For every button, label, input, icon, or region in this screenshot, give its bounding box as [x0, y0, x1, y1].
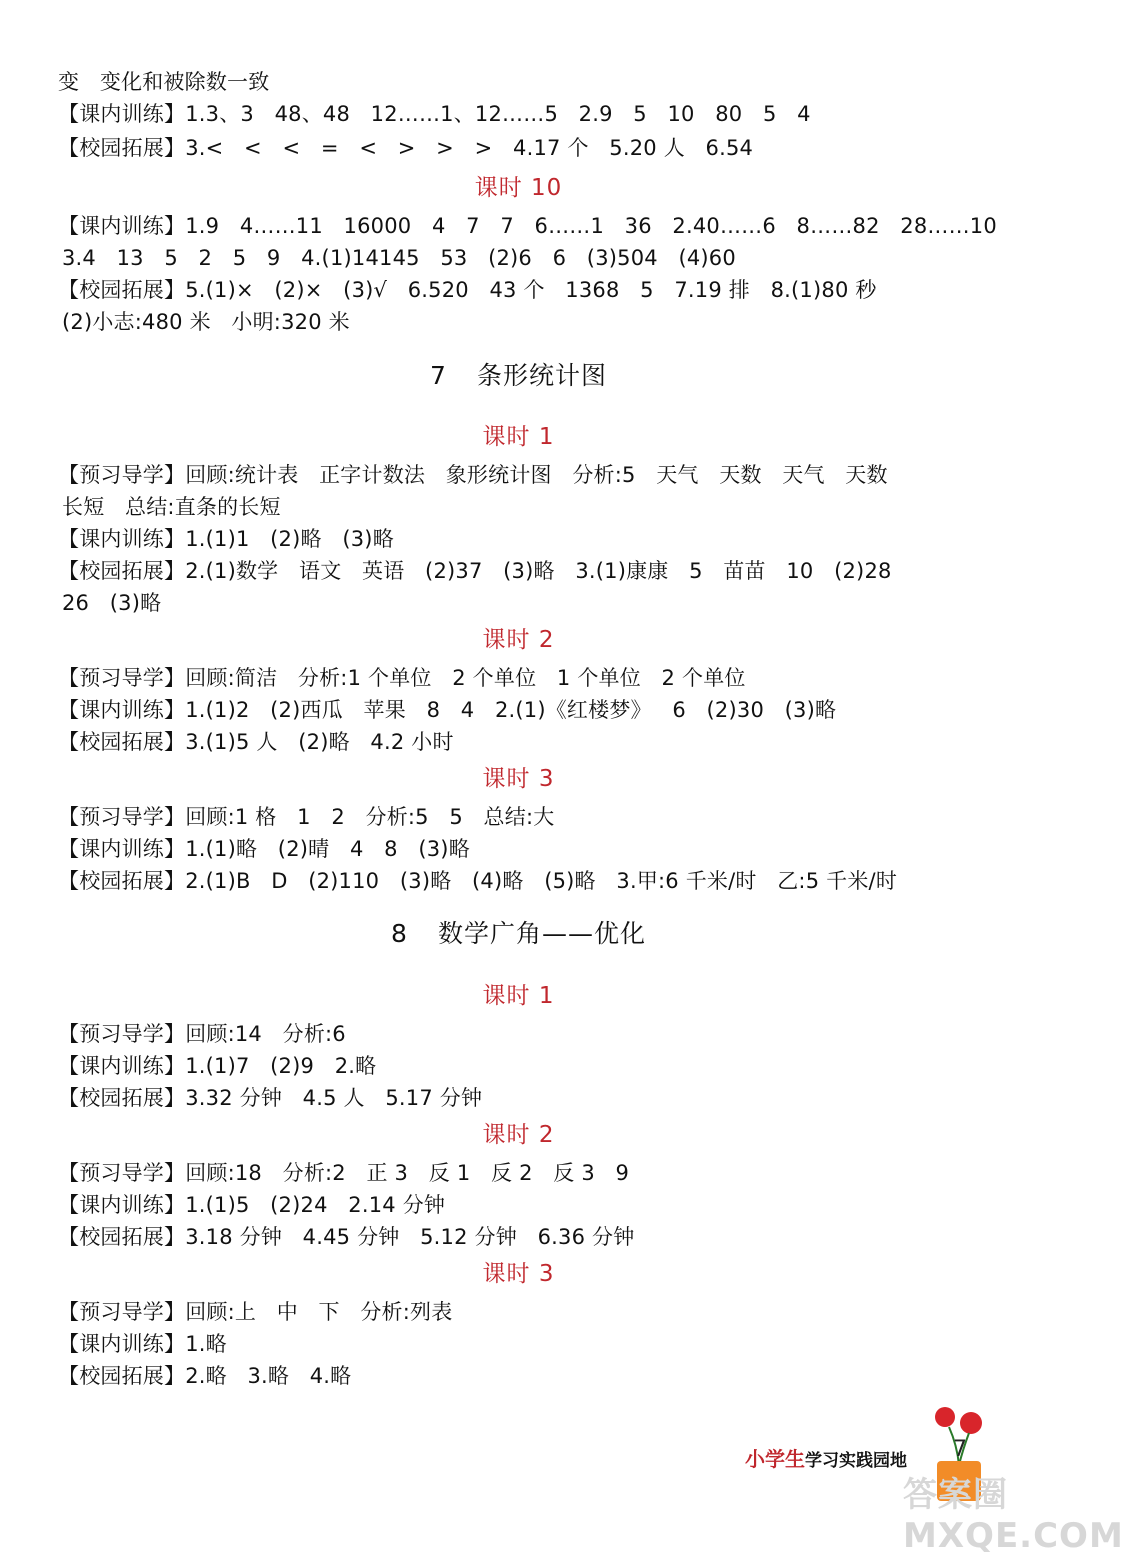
- answer-line: 【校园拓展】3.< < < = < > > > 4.17 个 5.20 人 6.54: [58, 136, 754, 160]
- answer-line: 长短 总结:直条的长短: [62, 495, 281, 519]
- answer-line: 26 (3)略: [62, 591, 162, 615]
- section-heading: [0, 918, 1037, 950]
- brand-logo: [745, 1443, 907, 1472]
- answer-line: 【校园拓展】2.(1)B D (2)110 (3)略 (4)略 (5)略 3.甲:6 千米/时 乙:5 千米/时: [58, 869, 898, 893]
- answer-line: 【预习导学】回顾:18 分析:2 正 3 反 1 反 2 反 3 9: [58, 1161, 630, 1185]
- brand-big: 小学生: [745, 1447, 805, 1471]
- lesson-heading: 课时 3: [482, 766, 555, 792]
- answer-line: 3.4 13 5 2 5 9 4.(1)14145 53 (2)6 6 (3)504 (4)60: [62, 246, 736, 270]
- watermark: 答案圈 MXQE.COM: [903, 1475, 1124, 1556]
- lesson-heading: 课时 10: [474, 175, 563, 201]
- answer-line: 【校园拓展】3.(1)5 人 (2)略 4.2 小时: [58, 730, 454, 754]
- lesson-heading: 课时 2: [482, 627, 555, 653]
- answer-line: 【课内训练】1.3、3 48、48 12……1、12……5 2.9 5 10 80 5 4: [58, 102, 811, 126]
- section-title: 条形统计图: [476, 361, 607, 390]
- section-title: 数学广角——优化: [437, 919, 646, 948]
- answer-line: 【预习导学】回顾:上 中 下 分析:列表: [58, 1300, 453, 1324]
- answer-line: 【预习导学】回顾:简洁 分析:1 个单位 2 个单位 1 个单位 2 个单位: [58, 666, 746, 690]
- answer-line: 【课内训练】1.略: [58, 1332, 227, 1356]
- answer-line: 【校园拓展】3.18 分钟 4.45 分钟 5.12 分钟 6.36 分钟: [58, 1225, 635, 1249]
- answer-line: 【预习导学】回顾:统计表 正字计数法 象形统计图 分析:5 天气 天数 天气 天数: [58, 463, 888, 487]
- answer-line: 【预习导学】回顾:14 分析:6: [58, 1022, 346, 1046]
- answer-line: (2)小志:480 米 小明:320 米: [62, 310, 350, 334]
- section-number: 7: [430, 361, 447, 390]
- answer-line: 【校园拓展】2.略 3.略 4.略: [58, 1364, 352, 1388]
- page-footer: [745, 1405, 1124, 1556]
- answer-line: 【课内训练】1.(1)1 (2)略 (3)略: [58, 527, 394, 551]
- answer-line: 变 变化和被除数一致: [58, 70, 270, 94]
- section-number: 8: [391, 919, 408, 948]
- lesson-heading: 课时 1: [482, 424, 555, 450]
- answer-line: 【校园拓展】3.32 分钟 4.5 人 5.17 分钟: [58, 1086, 483, 1110]
- answer-line: 【校园拓展】5.(1)× (2)× (3)√ 6.520 43 个 1368 5 7.19 排 8.(1)80 秒: [58, 278, 877, 302]
- answer-line: 【课内训练】1.9 4……11 16000 4 7 7 6……1 36 2.40……6 8……82 28……10: [58, 214, 997, 238]
- page-number: 7: [953, 1437, 967, 1462]
- answer-line: 【课内训练】1.(1)2 (2)西瓜 苹果 8 4 2.(1)《红楼梦》 6 (2)30 (3)略: [58, 698, 837, 722]
- answer-line: 【课内训练】1.(1)7 (2)9 2.略: [58, 1054, 377, 1078]
- brand-small: 学习实践园地: [805, 1451, 907, 1471]
- lesson-heading: 课时 1: [482, 983, 555, 1009]
- lesson-heading: 课时 3: [482, 1261, 555, 1287]
- answer-line: 【课内训练】1.(1)略 (2)晴 4 8 (3)略: [58, 837, 470, 861]
- answer-line: 【课内训练】1.(1)5 (2)24 2.14 分钟: [58, 1193, 446, 1217]
- lesson-heading: 课时 2: [482, 1122, 555, 1148]
- section-heading: [0, 360, 1037, 392]
- answer-line: 【预习导学】回顾:1 格 1 2 分析:5 5 总结:大: [58, 805, 555, 829]
- answer-line: 【校园拓展】2.(1)数学 语文 英语 (2)37 (3)略 3.(1)康康 5 苗苗 10 (2)28: [58, 559, 892, 583]
